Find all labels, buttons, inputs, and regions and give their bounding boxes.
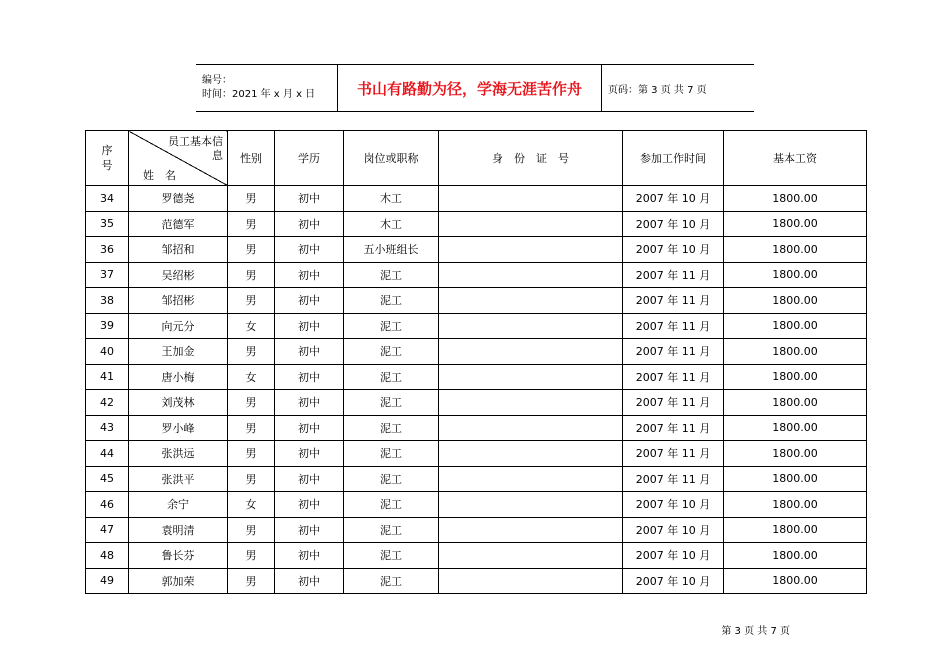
cell-start-date: 2007 年 11 月	[623, 441, 724, 467]
cell-seq: 35	[86, 211, 129, 237]
cell-education: 初中	[275, 262, 344, 288]
col-header-seq	[86, 131, 129, 186]
cell-name: 刘茂林	[129, 390, 228, 416]
cell-id-number	[439, 262, 623, 288]
table-row	[86, 186, 867, 212]
cell-gender: 男	[228, 288, 275, 314]
cell-seq: 45	[86, 466, 129, 492]
info-header-text: 员工基本信息	[168, 135, 223, 162]
cell-salary: 1800.00	[724, 441, 867, 467]
cell-salary: 1800.00	[724, 390, 867, 416]
document-header	[196, 64, 754, 112]
cell-id-number	[439, 211, 623, 237]
cell-education: 初中	[275, 364, 344, 390]
cell-start-date: 2007 年 11 月	[623, 262, 724, 288]
cell-name: 余宁	[129, 492, 228, 518]
page-footer: 第 3 页 共 7 页	[721, 626, 790, 637]
cell-name: 吴绍彬	[129, 262, 228, 288]
cell-id-number	[439, 339, 623, 365]
cell-salary: 1800.00	[724, 237, 867, 263]
cell-gender: 男	[228, 237, 275, 263]
cell-id-number	[439, 492, 623, 518]
number-label: 编号：	[202, 75, 232, 86]
cell-start-date: 2007 年 10 月	[623, 517, 724, 543]
cell-education: 初中	[275, 441, 344, 467]
cell-name: 唐小梅	[129, 364, 228, 390]
cell-salary: 1800.00	[724, 517, 867, 543]
cell-gender: 男	[228, 415, 275, 441]
table-row	[86, 466, 867, 492]
table-row	[86, 543, 867, 569]
cell-position: 泥工	[344, 568, 439, 594]
cell-salary: 1800.00	[724, 568, 867, 594]
cell-id-number	[439, 466, 623, 492]
cell-seq: 38	[86, 288, 129, 314]
col-header-salary: 基本工资	[724, 131, 867, 186]
cell-seq: 47	[86, 517, 129, 543]
cell-name: 郭加荣	[129, 568, 228, 594]
cell-start-date: 2007 年 11 月	[623, 288, 724, 314]
cell-seq: 49	[86, 568, 129, 594]
cell-seq: 44	[86, 441, 129, 467]
cell-salary: 1800.00	[724, 186, 867, 212]
table-row	[86, 568, 867, 594]
cell-id-number	[439, 364, 623, 390]
cell-education: 初中	[275, 415, 344, 441]
cell-name: 王加金	[129, 339, 228, 365]
table-header-row	[86, 131, 867, 186]
cell-gender: 女	[228, 492, 275, 518]
name-header-text: 姓 名	[143, 169, 176, 182]
cell-seq: 34	[86, 186, 129, 212]
cell-start-date: 2007 年 10 月	[623, 492, 724, 518]
cell-salary: 1800.00	[724, 364, 867, 390]
cell-education: 初中	[275, 568, 344, 594]
cell-position: 泥工	[344, 288, 439, 314]
cell-id-number	[439, 568, 623, 594]
table-row	[86, 441, 867, 467]
col-header-gender: 性别	[228, 131, 275, 186]
cell-gender: 男	[228, 339, 275, 365]
cell-salary: 1800.00	[724, 288, 867, 314]
cell-seq: 42	[86, 390, 129, 416]
table-row	[86, 339, 867, 365]
cell-start-date: 2007 年 10 月	[623, 211, 724, 237]
cell-position: 泥工	[344, 390, 439, 416]
table-row	[86, 517, 867, 543]
cell-name: 鲁长芬	[129, 543, 228, 569]
cell-seq: 46	[86, 492, 129, 518]
cell-name: 袁明清	[129, 517, 228, 543]
cell-position: 五小班组长	[344, 237, 439, 263]
cell-id-number	[439, 237, 623, 263]
cell-name: 张洪平	[129, 466, 228, 492]
cell-salary: 1800.00	[724, 543, 867, 569]
cell-seq: 43	[86, 415, 129, 441]
cell-start-date: 2007 年 11 月	[623, 339, 724, 365]
cell-id-number	[439, 313, 623, 339]
cell-education: 初中	[275, 466, 344, 492]
cell-position: 泥工	[344, 517, 439, 543]
cell-start-date: 2007 年 11 月	[623, 313, 724, 339]
cell-salary: 1800.00	[724, 211, 867, 237]
cell-id-number	[439, 543, 623, 569]
cell-salary: 1800.00	[724, 492, 867, 518]
col-header-start-date: 参加工作时间	[623, 131, 724, 186]
staff-table	[85, 130, 867, 594]
cell-education: 初中	[275, 288, 344, 314]
cell-name: 邹招彬	[129, 288, 228, 314]
cell-name: 范德军	[129, 211, 228, 237]
cell-gender: 男	[228, 441, 275, 467]
cell-start-date: 2007 年 11 月	[623, 390, 724, 416]
cell-position: 泥工	[344, 492, 439, 518]
cell-education: 初中	[275, 543, 344, 569]
cell-gender: 女	[228, 364, 275, 390]
cell-salary: 1800.00	[724, 415, 867, 441]
cell-start-date: 2007 年 11 月	[623, 415, 724, 441]
cell-education: 初中	[275, 237, 344, 263]
cell-id-number	[439, 390, 623, 416]
motto: 书山有路勤为径，学海无涯苦作舟	[338, 65, 602, 111]
date-label: 时间：2021 年 x 月 x 日	[202, 89, 316, 100]
cell-name: 罗德尧	[129, 186, 228, 212]
cell-gender: 男	[228, 466, 275, 492]
cell-education: 初中	[275, 211, 344, 237]
cell-name: 邹招和	[129, 237, 228, 263]
cell-education: 初中	[275, 492, 344, 518]
cell-salary: 1800.00	[724, 262, 867, 288]
cell-gender: 女	[228, 313, 275, 339]
seq-header-text: 序号	[101, 144, 113, 172]
cell-education: 初中	[275, 390, 344, 416]
cell-position: 泥工	[344, 415, 439, 441]
cell-position: 木工	[344, 186, 439, 212]
cell-gender: 男	[228, 186, 275, 212]
cell-gender: 男	[228, 262, 275, 288]
table-row	[86, 415, 867, 441]
cell-seq: 39	[86, 313, 129, 339]
table-row	[86, 262, 867, 288]
page-indicator: 页码：第 3 页 共 7 页	[608, 84, 707, 96]
cell-start-date: 2007 年 10 月	[623, 568, 724, 594]
cell-position: 泥工	[344, 313, 439, 339]
cell-salary: 1800.00	[724, 313, 867, 339]
cell-salary: 1800.00	[724, 466, 867, 492]
cell-position: 泥工	[344, 364, 439, 390]
cell-education: 初中	[275, 517, 344, 543]
cell-gender: 男	[228, 568, 275, 594]
cell-id-number	[439, 288, 623, 314]
col-header-education: 学历	[275, 131, 344, 186]
cell-name: 张洪远	[129, 441, 228, 467]
cell-gender: 男	[228, 517, 275, 543]
cell-position: 泥工	[344, 262, 439, 288]
cell-seq: 48	[86, 543, 129, 569]
cell-gender: 男	[228, 543, 275, 569]
table-row	[86, 313, 867, 339]
cell-id-number	[439, 517, 623, 543]
cell-start-date: 2007 年 10 月	[623, 186, 724, 212]
cell-gender: 男	[228, 211, 275, 237]
cell-position: 泥工	[344, 441, 439, 467]
cell-gender: 男	[228, 390, 275, 416]
cell-id-number	[439, 415, 623, 441]
cell-start-date: 2007 年 11 月	[623, 364, 724, 390]
cell-position: 泥工	[344, 466, 439, 492]
cell-education: 初中	[275, 339, 344, 365]
cell-seq: 36	[86, 237, 129, 263]
col-header-id-number: 身 份 证 号	[439, 131, 623, 186]
cell-position: 泥工	[344, 339, 439, 365]
cell-salary: 1800.00	[724, 339, 867, 365]
cell-position: 泥工	[344, 543, 439, 569]
cell-name: 罗小峰	[129, 415, 228, 441]
cell-start-date: 2007 年 10 月	[623, 237, 724, 263]
cell-seq: 37	[86, 262, 129, 288]
col-header-position: 岗位或职称	[344, 131, 439, 186]
header-meta	[196, 65, 338, 111]
table-row	[86, 211, 867, 237]
table-row	[86, 492, 867, 518]
cell-education: 初中	[275, 186, 344, 212]
table-row	[86, 364, 867, 390]
table-row	[86, 390, 867, 416]
cell-education: 初中	[275, 313, 344, 339]
cell-start-date: 2007 年 10 月	[623, 543, 724, 569]
col-header-info-name	[129, 131, 228, 186]
cell-id-number	[439, 186, 623, 212]
cell-seq: 41	[86, 364, 129, 390]
cell-position: 木工	[344, 211, 439, 237]
cell-id-number	[439, 441, 623, 467]
cell-name: 向元分	[129, 313, 228, 339]
cell-seq: 40	[86, 339, 129, 365]
table-row	[86, 237, 867, 263]
table-row	[86, 288, 867, 314]
cell-start-date: 2007 年 11 月	[623, 466, 724, 492]
